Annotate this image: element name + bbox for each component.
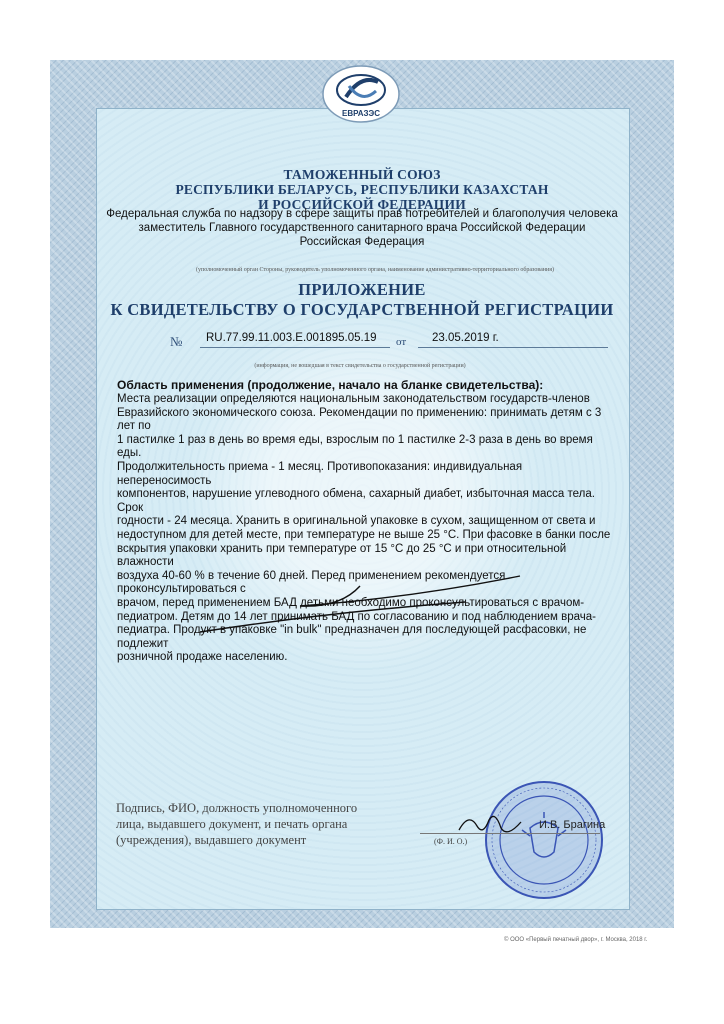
scope-line: розничной продаже населению. — [117, 651, 288, 664]
registration-caption: (информация, не вошедшая в текст свидетельства о государственной регистрации) — [254, 363, 466, 369]
signature-caption-line: лица, выдавшего документ, и печать органа — [116, 817, 348, 831]
scope-line: воздуха 40-60 % в течение 60 дней. Перед применением рекомендуется проконсультироваться с — [117, 569, 506, 596]
registration-number: RU.77.99.11.003.E.001895.05.19 — [206, 332, 377, 344]
signer-name: И.В. Брагина — [539, 819, 606, 831]
authority-line: заместитель Главного государственного санитарного врача Российской Федерации — [138, 222, 586, 234]
number-underline — [200, 347, 390, 348]
signature-caption-line: (учреждения), выдавшего документ — [116, 833, 307, 847]
number-label: № — [170, 334, 183, 349]
scope-line: 1 пастилке 1 раз в день во время еды, взрослым по 1 пастилке 2-3 раза в день во время еды. — [117, 433, 593, 460]
scope-line: компонентов, нарушение углеводного обмена, сахарный диабет, избыточная масса тела. Срок — [117, 488, 595, 514]
appendix-title-line: К СВИДЕТЕЛЬСТВУ О ГОСУДАРСТВЕННОЙ РЕГИСТРАЦИИ — [110, 300, 614, 319]
scope-line: Евразийского экономического союза. Рекомендации по применению: принимать детям с 3 лет по — [117, 406, 602, 433]
issuing-authority — [96, 207, 628, 249]
scope-title: Область применения (продолжение, начало на бланке свидетельства): — [117, 378, 544, 392]
fio-caption: (Ф. И. О.) — [434, 837, 468, 846]
official-seal-icon — [482, 778, 606, 902]
date-label: от — [396, 336, 407, 348]
scope-line: Места реализации определяются национальным законодательством государств-членов — [117, 393, 590, 405]
registration-date: 23.05.2019 г. — [432, 332, 499, 344]
scope-line: вскрытия упаковки хранить при температуре от 15 °С до 25 °С и при относительной влажности — [117, 542, 567, 569]
union-line: И РОССИЙСКОЙ ФЕДЕРАЦИИ — [258, 197, 466, 212]
registration-row — [170, 332, 610, 352]
scope-line: педиатра. Продукт в упаковке "in bulk" предназначен для последующей расфасовки, не подлежит — [117, 624, 587, 650]
union-header — [96, 167, 628, 212]
scope-line: педиатром. Детям до 14 лет принимать БАД по согласованию и под наблюдением врача- — [117, 610, 596, 623]
printer-imprint: © ООО «Первый печатный двор», г. Москва, 2018 г. — [504, 937, 648, 943]
signer-underline — [420, 833, 600, 834]
appendix-title — [96, 280, 628, 320]
union-line: РЕСПУБЛИКИ БЕЛАРУСЬ, РЕСПУБЛИКИ КАЗАХСТАН — [175, 182, 549, 197]
scope-line: врачом, перед применением БАД детьми необходимо проконсультироваться с врачом- — [117, 596, 585, 609]
emblem-label: ЕВРАЗЭС — [341, 109, 381, 118]
scope-line: годности - 24 месяца. Хранить в оригинальной упаковке в сухом, защищенном от света и — [117, 515, 596, 528]
date-underline — [418, 347, 608, 348]
scope-line: Продолжительность приема - 1 месяц. Противопоказания: индивидуальная непереносимость — [117, 460, 523, 487]
authority-caption: (уполномоченный орган Стороны, руководитель уполномоченного органа, наименование административно-территориального образования) — [196, 267, 554, 273]
union-line: ТАМОЖЕННЫЙ СОЮЗ — [283, 167, 441, 182]
authority-line: Российская Федерация — [299, 236, 425, 248]
signature-caption-line: Подпись, ФИО, должность уполномоченного — [116, 801, 358, 815]
closing-line-scribble — [190, 568, 550, 648]
scope-line: недоступном для детей месте, при температуре не выше 25 °С. При фасовке в банки после — [117, 528, 611, 541]
authority-line: Федеральная служба по надзору в сфере защиты прав потребителей и благополучия человека — [106, 208, 618, 220]
appendix-title-line: ПРИЛОЖЕНИЕ — [298, 280, 426, 299]
eurasec-emblem-icon — [316, 64, 406, 130]
signature-caption — [116, 800, 396, 848]
handwritten-signature-icon — [455, 808, 525, 840]
